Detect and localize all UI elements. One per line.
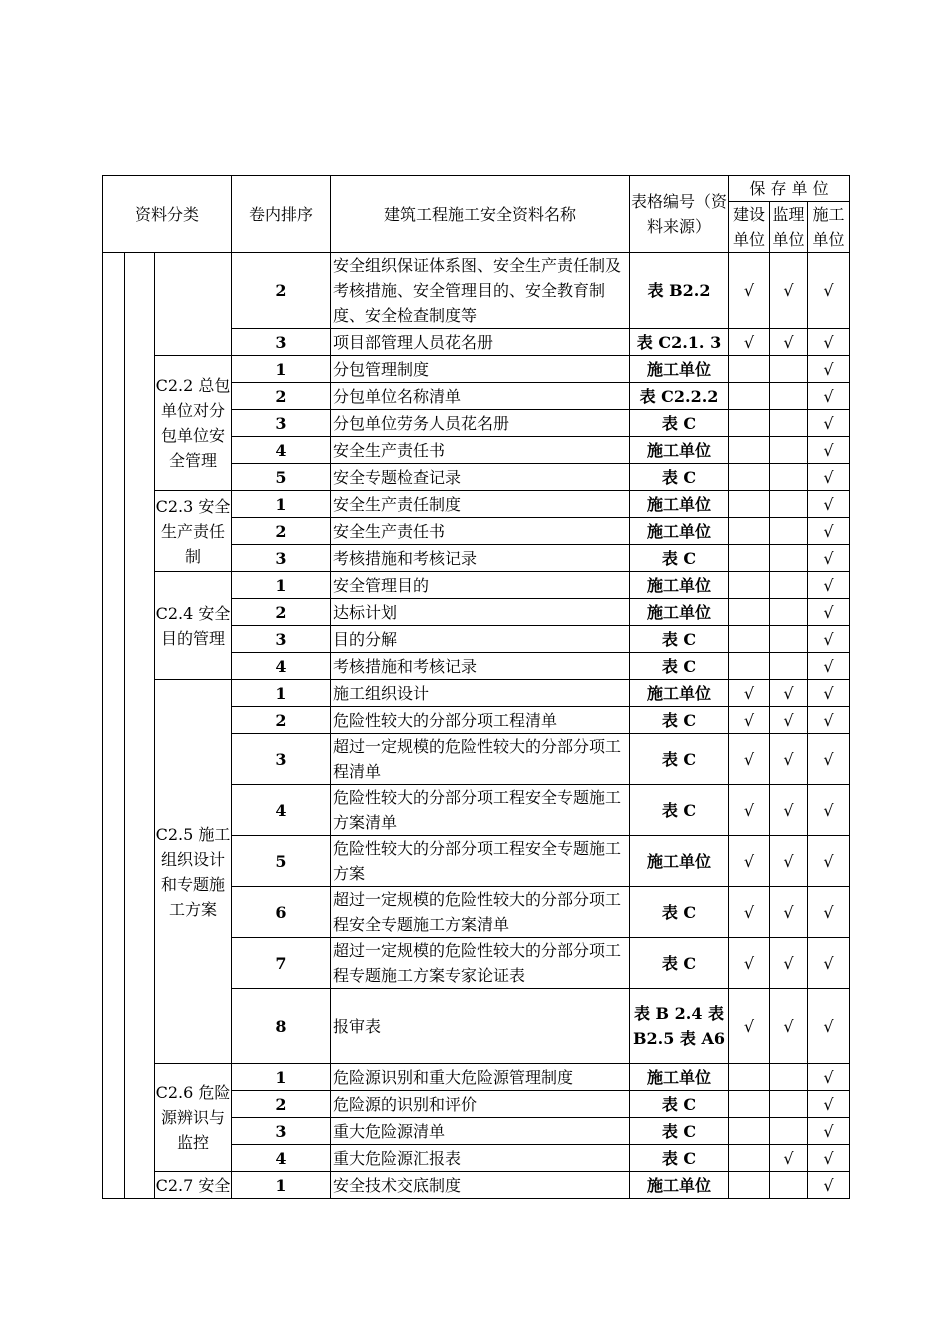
form-cell: 施工单位 [630, 491, 729, 518]
name-cell: 分包单位名称清单 [331, 383, 630, 410]
check-construct-cell: √ [808, 1118, 850, 1145]
form-cell: 施工单位 [630, 356, 729, 383]
name-cell: 安全生产责任书 [331, 518, 630, 545]
category-cell: C2.7 安全 [155, 1172, 232, 1199]
check-construct-cell: √ [808, 680, 850, 707]
order-cell: 2 [232, 253, 331, 329]
check-build-cell [729, 356, 770, 383]
check-supervise-cell [770, 518, 808, 545]
check-supervise-cell [770, 356, 808, 383]
header-unit-construct: 施工单位 [808, 202, 850, 253]
order-cell: 3 [232, 734, 331, 785]
form-cell: 表 C [630, 1091, 729, 1118]
check-build-cell [729, 1118, 770, 1145]
check-construct-cell: √ [808, 989, 850, 1064]
check-construct-cell: √ [808, 836, 850, 887]
check-build-cell: √ [729, 836, 770, 887]
order-cell: 2 [232, 383, 331, 410]
check-build-cell [729, 1172, 770, 1199]
archive-table [102, 175, 850, 1199]
order-cell: 3 [232, 329, 331, 356]
check-build-cell [729, 437, 770, 464]
check-supervise-cell [770, 410, 808, 437]
check-construct-cell: √ [808, 1091, 850, 1118]
order-cell: 7 [232, 938, 331, 989]
form-cell: 表 C [630, 464, 729, 491]
form-cell: 表 C [630, 1118, 729, 1145]
check-build-cell: √ [729, 989, 770, 1064]
check-supervise-cell [770, 599, 808, 626]
order-cell: 5 [232, 836, 331, 887]
check-construct-cell: √ [808, 464, 850, 491]
name-cell: 安全专题检查记录 [331, 464, 630, 491]
check-build-cell [729, 1091, 770, 1118]
check-supervise-cell [770, 1118, 808, 1145]
order-cell: 1 [232, 680, 331, 707]
check-construct-cell: √ [808, 329, 850, 356]
check-build-cell: √ [729, 785, 770, 836]
form-cell: 表 B 2.4 表 B2.5 表 A6 [630, 989, 729, 1064]
name-cell: 分包单位劳务人员花名册 [331, 410, 630, 437]
form-cell: 表 C [630, 938, 729, 989]
form-cell: 表 C [630, 1145, 729, 1172]
section-margin-cell [125, 253, 155, 1199]
outer-margin-cell [103, 253, 125, 1199]
name-cell: 重大危险源清单 [331, 1118, 630, 1145]
check-supervise-cell [770, 572, 808, 599]
check-construct-cell: √ [808, 707, 850, 734]
header-keep: 保 存 单 位 [729, 176, 850, 202]
order-cell: 1 [232, 572, 331, 599]
category-cell: C2.3 安全生产责任制 [155, 491, 232, 572]
check-construct-cell: √ [808, 518, 850, 545]
header-name: 建筑工程施工安全资料名称 [331, 176, 630, 253]
check-construct-cell: √ [808, 491, 850, 518]
form-cell: 施工单位 [630, 680, 729, 707]
check-build-cell [729, 1145, 770, 1172]
check-build-cell: √ [729, 707, 770, 734]
form-cell: 表 C [630, 707, 729, 734]
order-cell: 3 [232, 545, 331, 572]
table-row [103, 572, 850, 599]
name-cell: 危险性较大的分部分项工程清单 [331, 707, 630, 734]
order-cell: 1 [232, 1172, 331, 1199]
check-construct-cell: √ [808, 785, 850, 836]
header-order: 卷内排序 [232, 176, 331, 253]
check-build-cell [729, 518, 770, 545]
form-cell: 表 C2.1. 3 [630, 329, 729, 356]
category-cell: C2.2 总包单位对分包单位安全管理 [155, 356, 232, 491]
check-supervise-cell: √ [770, 734, 808, 785]
name-cell: 危险性较大的分部分项工程安全专题施工方案 [331, 836, 630, 887]
check-construct-cell: √ [808, 356, 850, 383]
header-category: 资料分类 [103, 176, 232, 253]
header-unit-build: 建设单位 [729, 202, 770, 253]
check-supervise-cell: √ [770, 1145, 808, 1172]
name-cell: 安全组织保证体系图、安全生产责任制及考核措施、安全管理目的、安全教育制度、安全检查制度等 [331, 253, 630, 329]
form-cell: 表 C [630, 887, 729, 938]
check-build-cell: √ [729, 887, 770, 938]
table-row [103, 356, 850, 383]
form-cell: 施工单位 [630, 572, 729, 599]
category-cell: C2.4 安全目的管理 [155, 572, 232, 680]
check-construct-cell: √ [808, 253, 850, 329]
check-build-cell [729, 410, 770, 437]
table-row [103, 1064, 850, 1091]
name-cell: 超过一定规模的危险性较大的分部分项工程专题施工方案专家论证表 [331, 938, 630, 989]
check-build-cell [729, 464, 770, 491]
form-cell: 表 C [630, 545, 729, 572]
form-cell: 施工单位 [630, 836, 729, 887]
order-cell: 5 [232, 464, 331, 491]
form-cell: 施工单位 [630, 599, 729, 626]
check-supervise-cell: √ [770, 707, 808, 734]
check-build-cell [729, 491, 770, 518]
table-row [103, 491, 850, 518]
form-cell: 施工单位 [630, 437, 729, 464]
name-cell: 安全生产责任书 [331, 437, 630, 464]
check-supervise-cell [770, 383, 808, 410]
name-cell: 重大危险源汇报表 [331, 1145, 630, 1172]
name-cell: 危险源识别和重大危险源管理制度 [331, 1064, 630, 1091]
check-supervise-cell [770, 464, 808, 491]
check-construct-cell: √ [808, 1064, 850, 1091]
check-build-cell: √ [729, 680, 770, 707]
order-cell: 4 [232, 785, 331, 836]
name-cell: 危险性较大的分部分项工程安全专题施工方案清单 [331, 785, 630, 836]
order-cell: 8 [232, 989, 331, 1064]
form-cell: 表 B2.2 [630, 253, 729, 329]
check-build-cell [729, 599, 770, 626]
form-cell: 表 C2.2.2 [630, 383, 729, 410]
check-supervise-cell [770, 653, 808, 680]
name-cell: 考核措施和考核记录 [331, 545, 630, 572]
check-construct-cell: √ [808, 734, 850, 785]
table-row [103, 680, 850, 707]
category-cell [155, 253, 232, 356]
check-supervise-cell [770, 626, 808, 653]
order-cell: 3 [232, 1118, 331, 1145]
check-build-cell: √ [729, 253, 770, 329]
name-cell: 超过一定规模的危险性较大的分部分项工程清单 [331, 734, 630, 785]
order-cell: 4 [232, 437, 331, 464]
check-build-cell [729, 572, 770, 599]
name-cell: 安全技术交底制度 [331, 1172, 630, 1199]
table-row [103, 253, 850, 329]
check-construct-cell: √ [808, 653, 850, 680]
name-cell: 报审表 [331, 989, 630, 1064]
check-construct-cell: √ [808, 599, 850, 626]
order-cell: 3 [232, 410, 331, 437]
check-build-cell [729, 383, 770, 410]
category-cell: C2.5 施工组织设计和专题施工方案 [155, 680, 232, 1064]
form-cell: 表 C [630, 626, 729, 653]
check-build-cell [729, 626, 770, 653]
check-supervise-cell [770, 437, 808, 464]
table-body [103, 253, 850, 1199]
name-cell: 项目部管理人员花名册 [331, 329, 630, 356]
order-cell: 3 [232, 626, 331, 653]
order-cell: 1 [232, 491, 331, 518]
check-construct-cell: √ [808, 437, 850, 464]
order-cell: 6 [232, 887, 331, 938]
check-supervise-cell: √ [770, 938, 808, 989]
name-cell: 超过一定规模的危险性较大的分部分项工程安全专题施工方案清单 [331, 887, 630, 938]
check-construct-cell: √ [808, 626, 850, 653]
form-cell: 施工单位 [630, 1064, 729, 1091]
check-supervise-cell: √ [770, 836, 808, 887]
table-row [103, 1172, 850, 1199]
check-supervise-cell: √ [770, 253, 808, 329]
header-form-no [630, 176, 729, 253]
name-cell: 危险源的识别和评价 [331, 1091, 630, 1118]
check-construct-cell: √ [808, 572, 850, 599]
header-unit-supervise: 监理单位 [770, 202, 808, 253]
check-supervise-cell: √ [770, 785, 808, 836]
check-supervise-cell [770, 1064, 808, 1091]
check-supervise-cell [770, 1091, 808, 1118]
name-cell: 施工组织设计 [331, 680, 630, 707]
order-cell: 2 [232, 599, 331, 626]
check-supervise-cell: √ [770, 329, 808, 356]
form-cell: 表 C [630, 785, 729, 836]
form-cell: 表 C [630, 653, 729, 680]
check-construct-cell: √ [808, 545, 850, 572]
form-cell: 施工单位 [630, 518, 729, 545]
name-cell: 达标计划 [331, 599, 630, 626]
check-build-cell [729, 653, 770, 680]
check-supervise-cell: √ [770, 680, 808, 707]
form-cell: 表 C [630, 410, 729, 437]
check-supervise-cell: √ [770, 887, 808, 938]
check-build-cell: √ [729, 938, 770, 989]
name-cell: 分包管理制度 [331, 356, 630, 383]
name-cell: 安全生产责任制度 [331, 491, 630, 518]
name-cell: 目的分解 [331, 626, 630, 653]
check-supervise-cell [770, 545, 808, 572]
order-cell: 2 [232, 707, 331, 734]
header-form-no-text: 表格编号（资料来源） [630, 192, 727, 236]
check-construct-cell: √ [808, 938, 850, 989]
order-cell: 2 [232, 1091, 331, 1118]
form-cell: 施工单位 [630, 1172, 729, 1199]
check-supervise-cell: √ [770, 989, 808, 1064]
check-construct-cell: √ [808, 383, 850, 410]
check-build-cell: √ [729, 734, 770, 785]
form-cell: 表 C [630, 734, 729, 785]
category-cell: C2.6 危险源辨识与监控 [155, 1064, 232, 1172]
name-cell: 考核措施和考核记录 [331, 653, 630, 680]
check-build-cell [729, 545, 770, 572]
check-supervise-cell [770, 491, 808, 518]
order-cell: 4 [232, 653, 331, 680]
check-construct-cell: √ [808, 887, 850, 938]
name-cell: 安全管理目的 [331, 572, 630, 599]
check-supervise-cell [770, 1172, 808, 1199]
check-construct-cell: √ [808, 1172, 850, 1199]
order-cell: 1 [232, 356, 331, 383]
check-build-cell: √ [729, 329, 770, 356]
order-cell: 1 [232, 1064, 331, 1091]
order-cell: 2 [232, 518, 331, 545]
check-construct-cell: √ [808, 1145, 850, 1172]
check-construct-cell: √ [808, 410, 850, 437]
order-cell: 4 [232, 1145, 331, 1172]
check-build-cell [729, 1064, 770, 1091]
